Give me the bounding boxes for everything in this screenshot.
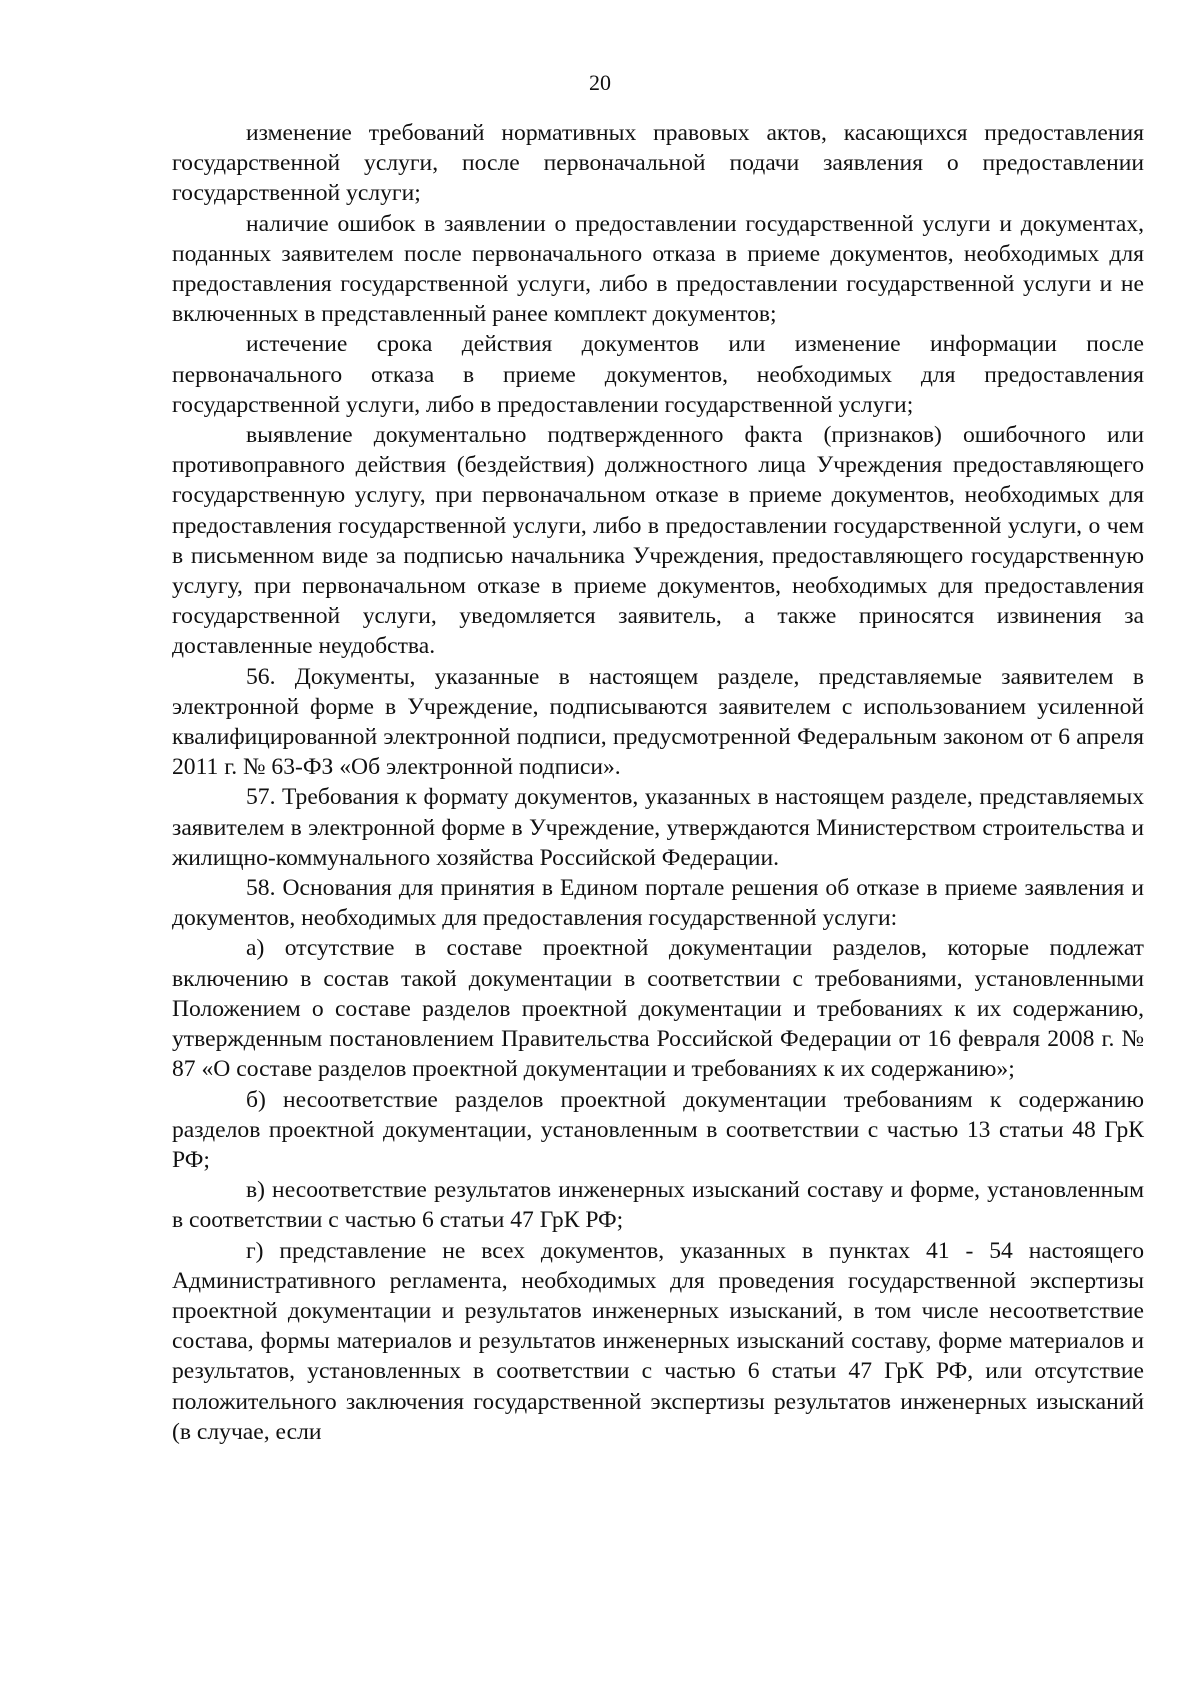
document-body bbox=[172, 118, 1144, 1447]
paragraph-official-error: выявление документально подтвержденного факта (признаков) ошибочного или противоправного действия (бездействия) должностного лица Учреждения предоставляющего государственную услугу, при первоначальном отказе в приеме документов, необходимых для предоставления государственной услуги, либо в предоставлении государственной услуги, о чем в письменном виде за подписью начальника Учреждения, предоставляющего государственную услугу, при первоначальном отказе в приеме документов, необходимых для предоставления государственной услуги, уведомляется заявитель, а также приносятся извинения за доставленные неудобства. bbox=[172, 422, 1144, 660]
paragraph-58-v: в) несоответствие результатов инженерных изысканий составу и форме, установленным в соответствии с частью 6 статьи 47 ГрК РФ; bbox=[172, 1177, 1144, 1234]
paragraph-56: 56. Документы, указанные в настоящем разделе, представляемые заявителем в электронной форме в Учреждение, подписываются заявителем с использованием усиленной квалифицированной электронной подписи, предусмотренной Федеральным законом от 6 апреля 2011 г. № 63-ФЗ «Об электронной подписи». bbox=[172, 663, 1144, 781]
paragraph-58-a: а) отсутствие в составе проектной документации разделов, которые подлежат включению в состав такой документации в соответствии с требованиями, установленными Положением о составе разделов проектной документации и требованиях к их содержанию, утвержденным постановлением Правительства Российской Федерации от 16 февраля 2008 г. № 87 «О составе разделов проектной документации и требованиях к их содержанию»; bbox=[172, 935, 1144, 1083]
page-number: 20 bbox=[589, 70, 611, 95]
paragraph-57: 57. Требования к формату документов, указанных в настоящем разделе, представляемых заявителем в электронной форме в Учреждение, утверждаются Министерством строительства и жилищно-коммунального хозяйства Российской Федерации. bbox=[172, 784, 1144, 871]
paragraph-requirements-change: изменение требований нормативных правовых актов, касающихся предоставления государственной услуги, после первоначальной подачи заявления о предоставлении государственной услуги; bbox=[172, 120, 1144, 207]
paragraph-document-expiry: истечение срока действия документов или изменение информации после первоначального отказа в приеме документов, необходимых для предоставления государственной услуги, либо в предоставлении государственной услуги; bbox=[172, 331, 1144, 418]
paragraph-errors-in-application: наличие ошибок в заявлении о предоставлении государственной услуги и документах, поданных заявителем после первоначального отказа в приеме документов, необходимых для предоставления государственной услуги, либо в предоставлении государственной услуги и не включенных в представленный ранее комплект документов; bbox=[172, 210, 1144, 328]
paragraph-58: 58. Основания для принятия в Едином портале решения об отказе в приеме заявления и документов, необходимых для предоставления государственной услуги: bbox=[172, 875, 1144, 932]
paragraph-58-g: г) представление не всех документов, указанных в пунктах 41 - 54 настоящего Административного регламента, необходимых для проведения государственной экспертизы проектной документации и результатов инженерных изысканий, в том числе несоответствие состава, формы материалов и результатов инженерных изысканий составу, форме материалов и результатов, установленных в соответствии с частью 6 статьи 47 ГрК РФ, или отсутствие положительного заключения государственной экспертизы результатов инженерных изысканий (в случае, если bbox=[172, 1237, 1144, 1445]
paragraph-58-b: б) несоответствие разделов проектной документации требованиям к содержанию разделов проектной документации, установленным в соответствии с частью 13 статьи 48 ГрК РФ; bbox=[172, 1086, 1144, 1173]
